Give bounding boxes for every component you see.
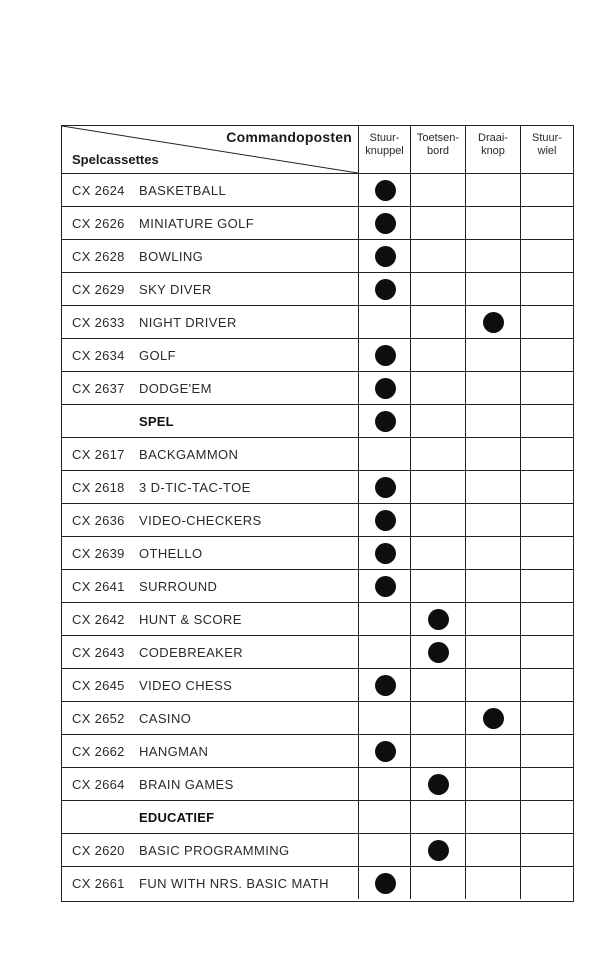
controller-cell [410,702,465,734]
col-header-line2: wiel [537,145,557,157]
controller-cell [358,471,410,503]
cartridge-code: CX 2626 [72,216,125,231]
controller-cell [358,768,410,800]
cartridge-code: CX 2642 [72,612,125,627]
table-row [62,833,573,866]
table-header [62,126,573,173]
compatible-dot-icon [375,675,396,696]
controller-cell [520,306,573,338]
compatible-dot-icon [428,642,449,663]
controller-cell [520,537,573,569]
col-header-line2: knuppel [365,145,404,157]
section-row [62,404,573,437]
controller-cell [465,207,520,239]
controller-cell [465,537,520,569]
controller-cell [358,240,410,272]
controller-cell [410,735,465,767]
controller-cell [358,537,410,569]
controller-cell [520,735,573,767]
controller-cell [358,372,410,404]
controller-cell [465,834,520,866]
cartridge-title: VIDEO CHESS [139,678,233,693]
compatible-dot-icon [375,510,396,531]
col-header-draaiknop [465,126,520,173]
compatibility-table [61,125,574,902]
controller-cell [520,471,573,503]
section-title: SPEL [139,414,174,429]
table-row [62,635,573,668]
table-row [62,437,573,470]
controller-cell [465,471,520,503]
cartridge-title: GOLF [139,348,176,363]
col-header-stuurknuppel [358,126,410,173]
controller-cell [410,273,465,305]
cartridge-code: CX 2636 [72,513,125,528]
controller-cell [410,504,465,536]
table-row [62,338,573,371]
controller-cell [358,438,410,470]
cartridge-code: CX 2661 [72,876,125,891]
controller-cell [520,504,573,536]
controller-cell [358,570,410,602]
cartridge-title: SKY DIVER [139,282,212,297]
header-corner [62,126,358,173]
cartridge-title: BOWLING [139,249,204,264]
compatible-dot-icon [375,576,396,597]
compatible-dot-icon [428,774,449,795]
controller-cell [358,801,410,833]
cartridge-code: CX 2633 [72,315,125,330]
section-row [62,800,573,833]
table-row [62,470,573,503]
cartridge-code: CX 2641 [72,579,125,594]
controller-cell [410,471,465,503]
table-row [62,701,573,734]
table-row [62,239,573,272]
controller-cell [520,273,573,305]
spelcassettes-label: Spelcassettes [72,152,159,167]
cartridge-title: BASKETBALL [139,183,227,198]
controller-cell [465,339,520,371]
controller-cell [465,306,520,338]
table-row [62,173,573,206]
cartridge-code: CX 2634 [72,348,125,363]
cartridge-code: CX 2643 [72,645,125,660]
controller-cell [358,306,410,338]
cartridge-title: BACKGAMMON [139,447,239,462]
controller-cell [520,636,573,668]
controller-cell [465,669,520,701]
controller-cell [358,174,410,206]
controller-cell [410,207,465,239]
controller-cell [465,438,520,470]
controller-cell [520,603,573,635]
controller-cell [358,636,410,668]
controller-cell [465,405,520,437]
controller-cell [465,867,520,899]
controller-cell [465,372,520,404]
col-header-line1: Stuur- [369,132,400,144]
controller-cell [520,702,573,734]
cartridge-title: VIDEO-CHECKERS [139,513,262,528]
compatible-dot-icon [375,279,396,300]
cartridge-title: HUNT & SCORE [139,612,242,627]
controller-cell [520,207,573,239]
cartridge-title: CODEBREAKER [139,645,244,660]
controller-cell [520,867,573,899]
controller-cell [410,801,465,833]
cartridge-code: CX 2652 [72,711,125,726]
controller-cell [410,537,465,569]
controller-cell [410,405,465,437]
table-row [62,503,573,536]
controller-cell [465,768,520,800]
table-row [62,371,573,404]
controller-cell [465,273,520,305]
cartridge-code: CX 2637 [72,381,125,396]
cartridge-title: DODGE'EM [139,381,212,396]
compatible-dot-icon [428,840,449,861]
compatible-dot-icon [375,873,396,894]
compatible-dot-icon [375,411,396,432]
controller-cell [410,867,465,899]
controller-cell [465,504,520,536]
col-header-stuurwiel [520,126,573,173]
controller-cell [358,867,410,899]
table-row [62,206,573,239]
controller-cell [520,174,573,206]
compatible-dot-icon [375,345,396,366]
controller-cell [410,372,465,404]
cartridge-code: CX 2629 [72,282,125,297]
cartridge-code: CX 2618 [72,480,125,495]
cartridge-code: CX 2664 [72,777,125,792]
cartridge-code: CX 2645 [72,678,125,693]
table-row [62,569,573,602]
controller-cell [358,273,410,305]
controller-cell [358,504,410,536]
controller-cell [465,735,520,767]
controller-cell [358,603,410,635]
controller-cell [465,174,520,206]
compatible-dot-icon [375,543,396,564]
controller-cell [410,768,465,800]
cartridge-code: CX 2639 [72,546,125,561]
table-row [62,305,573,338]
cartridge-title: BASIC PROGRAMMING [139,843,290,858]
controller-cell [520,801,573,833]
controller-cell [465,702,520,734]
compatible-dot-icon [375,180,396,201]
compatible-dot-icon [428,609,449,630]
cartridge-code: CX 2662 [72,744,125,759]
controller-cell [358,702,410,734]
table-row [62,272,573,305]
cartridge-title: OTHELLO [139,546,203,561]
table-row [62,866,573,899]
controller-cell [410,306,465,338]
controller-cell [358,207,410,239]
controller-cell [358,339,410,371]
controller-cell [520,405,573,437]
compatible-dot-icon [375,246,396,267]
controller-cell [465,801,520,833]
table-row [62,668,573,701]
controller-cell [358,405,410,437]
cartridge-code: CX 2620 [72,843,125,858]
compatible-dot-icon [483,312,504,333]
controller-cell [410,438,465,470]
controller-cell [520,372,573,404]
cartridge-code: CX 2617 [72,447,125,462]
cartridge-code: CX 2624 [72,183,125,198]
col-header-line1: Stuur- [532,132,562,144]
controller-cell [410,834,465,866]
controller-cell [410,174,465,206]
col-header-line2: knop [481,145,505,157]
controller-cell [465,603,520,635]
table-row [62,767,573,800]
col-header-line1: Draai- [478,132,508,144]
compatible-dot-icon [483,708,504,729]
controller-cell [410,570,465,602]
cartridge-title: HANGMAN [139,744,209,759]
table-row [62,602,573,635]
cartridge-title: BRAIN GAMES [139,777,234,792]
controller-cell [520,240,573,272]
controller-cell [410,636,465,668]
controller-cell [520,768,573,800]
controller-cell [410,240,465,272]
cartridge-code: CX 2628 [72,249,125,264]
controller-cell [358,735,410,767]
cartridge-title: SURROUND [139,579,218,594]
controller-cell [520,438,573,470]
compatible-dot-icon [375,378,396,399]
compatible-dot-icon [375,213,396,234]
controller-cell [520,834,573,866]
controller-cell [410,603,465,635]
table-row [62,536,573,569]
controller-cell [520,570,573,602]
col-header-line1: Toetsen- [416,132,460,144]
cartridge-title: FUN WITH NRS. BASIC MATH [139,876,329,891]
cartridge-title: CASINO [139,711,192,726]
col-header-toetsenbord [410,126,465,173]
col-header-line2: bord [426,145,450,157]
commandoposten-label: Commandoposten [226,129,352,145]
table-row [62,734,573,767]
cartridge-title: MINIATURE GOLF [139,216,255,231]
controller-cell [520,669,573,701]
controller-cell [410,339,465,371]
section-title: EDUCATIEF [139,810,215,825]
controller-cell [465,570,520,602]
controller-cell [465,636,520,668]
compatible-dot-icon [375,741,396,762]
controller-cell [410,669,465,701]
controller-cell [358,669,410,701]
controller-cell [465,240,520,272]
cartridge-title: 3 D-TIC-TAC-TOE [139,480,251,495]
controller-cell [520,339,573,371]
controller-cell [358,834,410,866]
compatible-dot-icon [375,477,396,498]
cartridge-title: NIGHT DRIVER [139,315,237,330]
